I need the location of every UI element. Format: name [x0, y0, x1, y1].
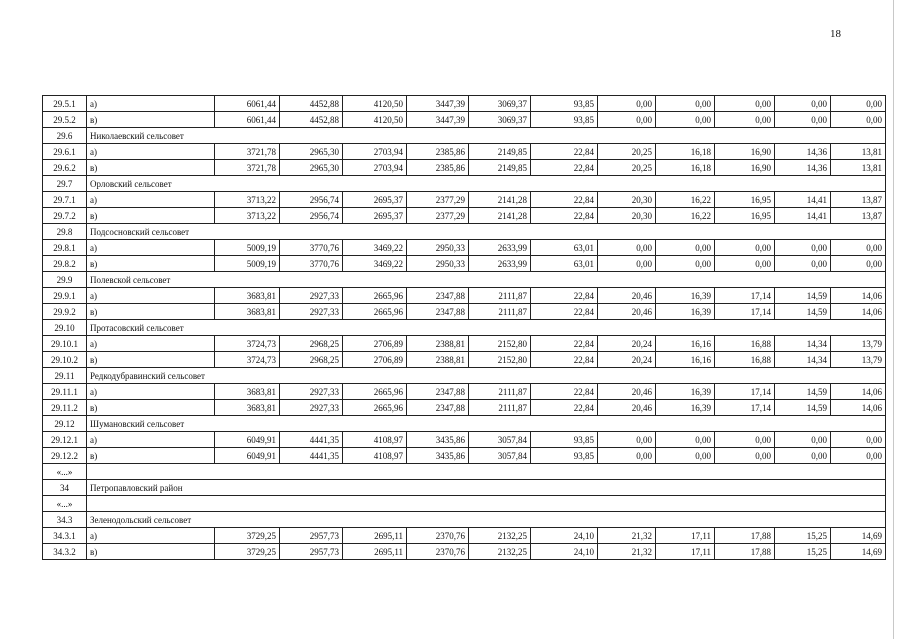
value-cell: 3770,76 — [280, 240, 343, 256]
value-cell: 16,18 — [656, 160, 715, 176]
section-row — [43, 512, 886, 528]
value-cell: 0,00 — [598, 96, 656, 112]
section-row — [43, 176, 886, 192]
value-cell: 6049,91 — [215, 432, 280, 448]
value-cell: 3729,25 — [215, 528, 280, 544]
value-cell: 17,14 — [715, 304, 775, 320]
value-cell: 0,00 — [715, 96, 775, 112]
section-title: Зеленодольский сельсовет — [87, 512, 886, 528]
value-cell: 3069,37 — [469, 112, 531, 128]
value-cell: 2141,28 — [469, 192, 531, 208]
value-cell: 24,10 — [531, 528, 598, 544]
section-row — [43, 480, 886, 496]
value-cell: 3713,22 — [215, 208, 280, 224]
tariff-table — [42, 95, 886, 560]
value-cell: 3770,76 — [280, 256, 343, 272]
value-cell: 2665,96 — [343, 384, 407, 400]
value-cell: 14,59 — [775, 400, 831, 416]
value-cell: 2957,73 — [280, 544, 343, 560]
section-title: Протасовский сельсовет — [87, 320, 886, 336]
section-code: 34 — [43, 480, 87, 496]
value-cell: 3713,22 — [215, 192, 280, 208]
value-cell: 3683,81 — [215, 304, 280, 320]
row-code: 29.11.2 — [43, 400, 87, 416]
section-title: Петропавловский район — [87, 480, 886, 496]
value-cell: 2347,88 — [407, 304, 469, 320]
table-row — [43, 112, 886, 128]
value-cell: 20,24 — [598, 336, 656, 352]
table-row — [43, 96, 886, 112]
value-cell: 22,84 — [531, 336, 598, 352]
value-cell: 24,10 — [531, 544, 598, 560]
value-cell: 4120,50 — [343, 96, 407, 112]
value-cell: 4452,88 — [280, 96, 343, 112]
value-cell: 2111,87 — [469, 400, 531, 416]
value-cell: 2956,74 — [280, 192, 343, 208]
value-cell: 22,84 — [531, 160, 598, 176]
value-cell: 22,84 — [531, 208, 598, 224]
value-cell: 0,00 — [656, 96, 715, 112]
value-cell: 0,00 — [775, 96, 831, 112]
value-cell: 0,00 — [656, 240, 715, 256]
table-row — [43, 240, 886, 256]
value-cell: 0,00 — [831, 240, 886, 256]
value-cell: 2927,33 — [280, 400, 343, 416]
row-label: а) — [87, 96, 215, 112]
value-cell: 0,00 — [715, 256, 775, 272]
value-cell: 16,39 — [656, 400, 715, 416]
value-cell: 0,00 — [831, 112, 886, 128]
value-cell: 3721,78 — [215, 144, 280, 160]
value-cell: 2347,88 — [407, 400, 469, 416]
value-cell: 2370,76 — [407, 528, 469, 544]
value-cell: 0,00 — [715, 240, 775, 256]
table-row — [43, 336, 886, 352]
value-cell: 3057,84 — [469, 432, 531, 448]
section-code: 29.10 — [43, 320, 87, 336]
value-cell: 0,00 — [831, 256, 886, 272]
section-code: 29.7 — [43, 176, 87, 192]
value-cell: 2111,87 — [469, 304, 531, 320]
table-row — [43, 352, 886, 368]
value-cell: 0,00 — [831, 96, 886, 112]
value-cell: 15,25 — [775, 544, 831, 560]
value-cell: 16,95 — [715, 192, 775, 208]
value-cell: 13,81 — [831, 144, 886, 160]
value-cell: 3469,22 — [343, 256, 407, 272]
value-cell: 2377,29 — [407, 208, 469, 224]
value-cell: 2665,96 — [343, 288, 407, 304]
row-code: 34.3.2 — [43, 544, 87, 560]
table-row — [43, 256, 886, 272]
section-code: 29.9 — [43, 272, 87, 288]
value-cell: 93,85 — [531, 112, 598, 128]
table-row — [43, 448, 886, 464]
value-cell: 13,81 — [831, 160, 886, 176]
row-label: в) — [87, 448, 215, 464]
value-cell: 2152,80 — [469, 352, 531, 368]
value-cell: 2633,99 — [469, 256, 531, 272]
value-cell: 0,00 — [715, 432, 775, 448]
value-cell: 63,01 — [531, 240, 598, 256]
value-cell: 2965,30 — [280, 144, 343, 160]
value-cell: 3683,81 — [215, 400, 280, 416]
table-row — [43, 192, 886, 208]
value-cell: 6061,44 — [215, 112, 280, 128]
value-cell: 4108,97 — [343, 432, 407, 448]
value-cell: 0,00 — [598, 432, 656, 448]
value-cell: 6061,44 — [215, 96, 280, 112]
value-cell: 2950,33 — [407, 256, 469, 272]
value-cell: 20,24 — [598, 352, 656, 368]
row-label: а) — [87, 384, 215, 400]
value-cell: 0,00 — [656, 448, 715, 464]
value-cell: 63,01 — [531, 256, 598, 272]
value-cell: 13,87 — [831, 192, 886, 208]
value-cell: 0,00 — [656, 432, 715, 448]
value-cell: 3724,73 — [215, 336, 280, 352]
value-cell: 14,41 — [775, 208, 831, 224]
row-code: 29.10.1 — [43, 336, 87, 352]
value-cell: 2665,96 — [343, 304, 407, 320]
value-cell: 93,85 — [531, 96, 598, 112]
value-cell: 0,00 — [775, 256, 831, 272]
value-cell: 22,84 — [531, 288, 598, 304]
value-cell: 20,46 — [598, 304, 656, 320]
value-cell: 16,39 — [656, 288, 715, 304]
value-cell: 16,95 — [715, 208, 775, 224]
row-code: 29.6.1 — [43, 144, 87, 160]
section-row — [43, 128, 886, 144]
value-cell: 2111,87 — [469, 384, 531, 400]
value-cell: 0,00 — [831, 448, 886, 464]
table-row — [43, 544, 886, 560]
value-cell: 3683,81 — [215, 288, 280, 304]
value-cell: 15,25 — [775, 528, 831, 544]
value-cell: 14,34 — [775, 352, 831, 368]
table-row — [43, 160, 886, 176]
section-code: 29.12 — [43, 416, 87, 432]
value-cell: 22,84 — [531, 144, 598, 160]
value-cell: 5009,19 — [215, 256, 280, 272]
section-title: Редкодубравинский сельсовет — [87, 368, 886, 384]
value-cell: 17,14 — [715, 400, 775, 416]
section-code: 29.6 — [43, 128, 87, 144]
row-code: 29.11.1 — [43, 384, 87, 400]
value-cell: 17,14 — [715, 288, 775, 304]
value-cell: 2149,85 — [469, 160, 531, 176]
value-cell: 22,84 — [531, 352, 598, 368]
value-cell: 2377,29 — [407, 192, 469, 208]
value-cell: 14,36 — [775, 160, 831, 176]
value-cell: 2385,86 — [407, 160, 469, 176]
section-row — [43, 368, 886, 384]
value-cell: 22,84 — [531, 192, 598, 208]
value-cell: 16,16 — [656, 336, 715, 352]
value-cell: 2152,80 — [469, 336, 531, 352]
value-cell: 3683,81 — [215, 384, 280, 400]
value-cell: 20,46 — [598, 384, 656, 400]
value-cell: 2132,25 — [469, 544, 531, 560]
ellipsis-row — [43, 464, 886, 480]
value-cell: 16,22 — [656, 208, 715, 224]
value-cell: 2132,25 — [469, 528, 531, 544]
value-cell: 14,34 — [775, 336, 831, 352]
table-row — [43, 528, 886, 544]
row-label: в) — [87, 400, 215, 416]
value-cell: 0,00 — [715, 112, 775, 128]
value-cell: 2347,88 — [407, 288, 469, 304]
value-cell: 13,79 — [831, 352, 886, 368]
value-cell: 0,00 — [598, 448, 656, 464]
value-cell: 2385,86 — [407, 144, 469, 160]
value-cell: 2388,81 — [407, 336, 469, 352]
value-cell: 3057,84 — [469, 448, 531, 464]
row-label: а) — [87, 432, 215, 448]
row-code: 29.5.1 — [43, 96, 87, 112]
value-cell: 2633,99 — [469, 240, 531, 256]
section-code: 29.8 — [43, 224, 87, 240]
value-cell: 16,88 — [715, 352, 775, 368]
value-cell: 0,00 — [598, 256, 656, 272]
value-cell: 14,06 — [831, 384, 886, 400]
value-cell: 2347,88 — [407, 384, 469, 400]
value-cell: 22,84 — [531, 304, 598, 320]
value-cell: 2927,33 — [280, 384, 343, 400]
value-cell: 14,06 — [831, 304, 886, 320]
value-cell: 20,30 — [598, 192, 656, 208]
table-row — [43, 144, 886, 160]
value-cell: 0,00 — [775, 432, 831, 448]
value-cell: 20,46 — [598, 400, 656, 416]
value-cell: 0,00 — [598, 240, 656, 256]
value-cell: 0,00 — [715, 448, 775, 464]
value-cell: 2370,76 — [407, 544, 469, 560]
value-cell: 16,88 — [715, 336, 775, 352]
value-cell: 20,46 — [598, 288, 656, 304]
section-code: 29.11 — [43, 368, 87, 384]
value-cell: 2149,85 — [469, 144, 531, 160]
value-cell: 14,59 — [775, 384, 831, 400]
value-cell: 3724,73 — [215, 352, 280, 368]
value-cell: 14,06 — [831, 400, 886, 416]
row-label: в) — [87, 160, 215, 176]
value-cell: 22,84 — [531, 384, 598, 400]
ellipsis-row — [43, 496, 886, 512]
value-cell: 3435,86 — [407, 448, 469, 464]
value-cell: 0,00 — [775, 448, 831, 464]
value-cell: 2927,33 — [280, 304, 343, 320]
value-cell: 0,00 — [656, 112, 715, 128]
row-label: а) — [87, 528, 215, 544]
row-label: а) — [87, 192, 215, 208]
value-cell: 22,84 — [531, 400, 598, 416]
value-cell: 16,16 — [656, 352, 715, 368]
row-code: 29.10.2 — [43, 352, 87, 368]
value-cell: 13,79 — [831, 336, 886, 352]
ellipsis-blank — [87, 464, 886, 480]
value-cell: 14,69 — [831, 528, 886, 544]
value-cell: 3469,22 — [343, 240, 407, 256]
value-cell: 2695,37 — [343, 192, 407, 208]
row-label: а) — [87, 288, 215, 304]
value-cell: 2706,89 — [343, 336, 407, 352]
row-label: в) — [87, 304, 215, 320]
value-cell: 2141,28 — [469, 208, 531, 224]
value-cell: 20,25 — [598, 144, 656, 160]
value-cell: 2695,11 — [343, 528, 407, 544]
row-label: в) — [87, 208, 215, 224]
value-cell: 17,11 — [656, 528, 715, 544]
section-row — [43, 416, 886, 432]
value-cell: 3729,25 — [215, 544, 280, 560]
value-cell: 2703,94 — [343, 144, 407, 160]
row-code: 29.8.1 — [43, 240, 87, 256]
section-row — [43, 320, 886, 336]
value-cell: 21,32 — [598, 528, 656, 544]
table-row — [43, 288, 886, 304]
value-cell: 0,00 — [598, 112, 656, 128]
section-row — [43, 224, 886, 240]
section-code: 34.3 — [43, 512, 87, 528]
row-code: 29.7.2 — [43, 208, 87, 224]
row-label: в) — [87, 544, 215, 560]
page-number: 18 — [830, 28, 841, 40]
tariff-table-body — [43, 96, 886, 560]
value-cell: 16,90 — [715, 160, 775, 176]
ellipsis-blank — [87, 496, 886, 512]
value-cell: 2968,25 — [280, 336, 343, 352]
row-label: а) — [87, 144, 215, 160]
value-cell: 3435,86 — [407, 432, 469, 448]
value-cell: 0,00 — [831, 432, 886, 448]
value-cell: 2388,81 — [407, 352, 469, 368]
value-cell: 4120,50 — [343, 112, 407, 128]
value-cell: 20,30 — [598, 208, 656, 224]
value-cell: 16,18 — [656, 144, 715, 160]
table-row — [43, 432, 886, 448]
row-code: 29.8.2 — [43, 256, 87, 272]
row-code: 29.5.2 — [43, 112, 87, 128]
row-label: в) — [87, 256, 215, 272]
value-cell: 13,87 — [831, 208, 886, 224]
value-cell: 16,22 — [656, 192, 715, 208]
value-cell: 17,88 — [715, 528, 775, 544]
section-title: Подсосновский сельсовет — [87, 224, 886, 240]
table-row — [43, 384, 886, 400]
row-code: 29.12.1 — [43, 432, 87, 448]
value-cell: 5009,19 — [215, 240, 280, 256]
row-label: а) — [87, 336, 215, 352]
value-cell: 4452,88 — [280, 112, 343, 128]
value-cell: 2703,94 — [343, 160, 407, 176]
scan-edge-line — [893, 0, 894, 639]
value-cell: 3447,39 — [407, 112, 469, 128]
row-code: 29.12.2 — [43, 448, 87, 464]
value-cell: 17,11 — [656, 544, 715, 560]
section-row — [43, 272, 886, 288]
row-code: 29.9.2 — [43, 304, 87, 320]
value-cell: 2956,74 — [280, 208, 343, 224]
value-cell: 14,59 — [775, 288, 831, 304]
value-cell: 14,59 — [775, 304, 831, 320]
value-cell: 2927,33 — [280, 288, 343, 304]
table-row — [43, 208, 886, 224]
value-cell: 93,85 — [531, 432, 598, 448]
value-cell: 2965,30 — [280, 160, 343, 176]
value-cell: 17,14 — [715, 384, 775, 400]
value-cell: 3721,78 — [215, 160, 280, 176]
value-cell: 3069,37 — [469, 96, 531, 112]
value-cell: 3447,39 — [407, 96, 469, 112]
value-cell: 2695,11 — [343, 544, 407, 560]
value-cell: 21,32 — [598, 544, 656, 560]
value-cell: 4441,35 — [280, 432, 343, 448]
row-code: 34.3.1 — [43, 528, 87, 544]
value-cell: 14,69 — [831, 544, 886, 560]
row-label: в) — [87, 112, 215, 128]
value-cell: 2695,37 — [343, 208, 407, 224]
section-title: Полевской сельсовет — [87, 272, 886, 288]
row-code: 29.7.1 — [43, 192, 87, 208]
value-cell: 16,90 — [715, 144, 775, 160]
row-label: а) — [87, 240, 215, 256]
value-cell: 0,00 — [775, 112, 831, 128]
row-label: в) — [87, 352, 215, 368]
value-cell: 16,39 — [656, 304, 715, 320]
value-cell: 2968,25 — [280, 352, 343, 368]
ellipsis-mark: «...» — [43, 464, 87, 480]
ellipsis-mark: «...» — [43, 496, 87, 512]
value-cell: 4441,35 — [280, 448, 343, 464]
value-cell: 0,00 — [656, 256, 715, 272]
value-cell: 14,06 — [831, 288, 886, 304]
section-title: Орловский сельсовет — [87, 176, 886, 192]
value-cell: 20,25 — [598, 160, 656, 176]
section-title: Николаевский сельсовет — [87, 128, 886, 144]
value-cell: 0,00 — [775, 240, 831, 256]
value-cell: 4108,97 — [343, 448, 407, 464]
value-cell: 2957,73 — [280, 528, 343, 544]
value-cell: 17,88 — [715, 544, 775, 560]
value-cell: 2950,33 — [407, 240, 469, 256]
value-cell: 2706,89 — [343, 352, 407, 368]
value-cell: 6049,91 — [215, 448, 280, 464]
section-title: Шумановский сельсовет — [87, 416, 886, 432]
row-code: 29.9.1 — [43, 288, 87, 304]
table-row — [43, 304, 886, 320]
value-cell: 2111,87 — [469, 288, 531, 304]
table-row — [43, 400, 886, 416]
row-code: 29.6.2 — [43, 160, 87, 176]
value-cell: 14,41 — [775, 192, 831, 208]
value-cell: 16,39 — [656, 384, 715, 400]
value-cell: 2665,96 — [343, 400, 407, 416]
value-cell: 14,36 — [775, 144, 831, 160]
value-cell: 93,85 — [531, 448, 598, 464]
